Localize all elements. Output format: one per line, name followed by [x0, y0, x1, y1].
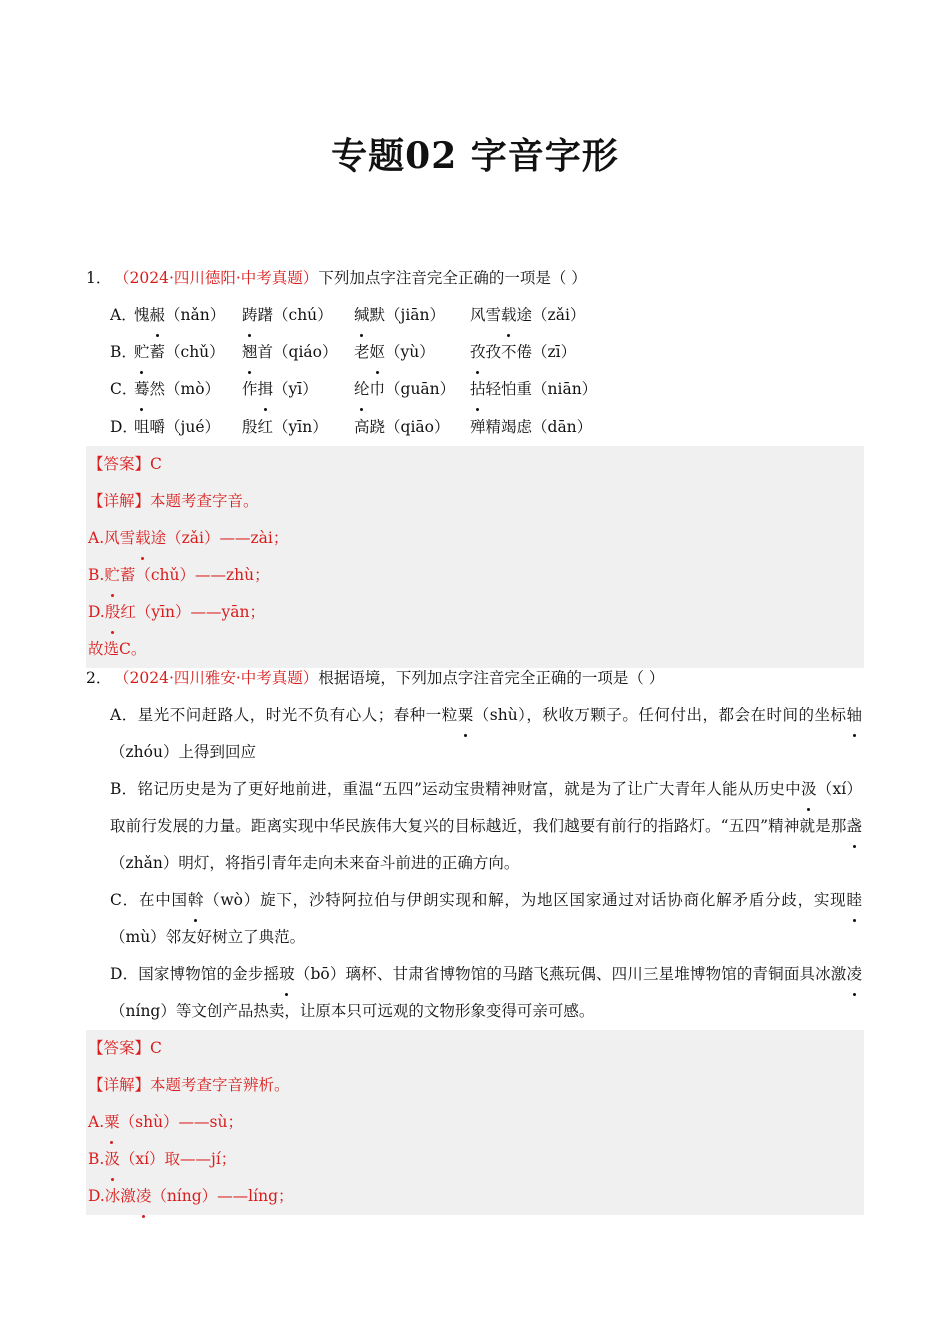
- option-item: [354, 334, 435, 371]
- explanation-text: （níng）——líng；: [151, 1187, 294, 1205]
- explanation-text: A.风雪: [88, 529, 136, 547]
- detail-label: 【详解】本题考查字音。: [88, 492, 259, 510]
- dotted-char: 跷: [370, 409, 386, 446]
- item-pre: 愧: [134, 306, 150, 324]
- option-row-4: [110, 409, 830, 446]
- option-text: 坐标: [814, 706, 847, 724]
- item-post: 轻怕重（niān）: [485, 380, 598, 398]
- question-text: 下列加点字注音完全正确的一项是（ ）: [318, 269, 587, 287]
- option-item: [134, 297, 225, 334]
- dotted-char: 汲: [104, 1141, 120, 1178]
- dotted-char: 纶: [354, 371, 370, 408]
- dotted-char: 缄: [354, 297, 370, 334]
- option-b: [110, 771, 862, 882]
- option-row-3: [110, 371, 830, 408]
- item-post: 躇（chú）: [257, 306, 333, 324]
- option-item: [470, 334, 576, 371]
- option-text: （shù），秋收万颗子。任何付出，都会在时间的: [473, 706, 815, 724]
- dotted-char: 载: [501, 297, 517, 334]
- answer-box-2: [86, 1030, 864, 1215]
- option-a: [110, 697, 862, 771]
- detail-label: 【详解】本题考查字音辨析。: [88, 1076, 290, 1094]
- explanation-line: [86, 1104, 864, 1141]
- dotted-char: 翘: [242, 334, 258, 371]
- explanation-line: [86, 594, 864, 631]
- dotted-char: 赧: [150, 297, 166, 334]
- item-post: 默（jiān）: [369, 306, 446, 324]
- explanation-text: B.: [88, 566, 105, 584]
- dotted-char: 殷: [105, 594, 121, 631]
- explanation-line: [86, 1141, 864, 1178]
- explanation-line: [86, 520, 864, 557]
- option-item: [470, 297, 585, 334]
- item-post: （jué）: [165, 418, 220, 436]
- option-item: [354, 371, 455, 408]
- dotted-char: 妪: [370, 334, 386, 371]
- dotted-char: 踌: [242, 297, 258, 334]
- dotted-char: 贮: [104, 557, 120, 594]
- question-source: （2024·四川雅安·中考真题）: [114, 669, 319, 687]
- option-item: [134, 334, 225, 371]
- option-item: [242, 297, 333, 334]
- option-letter: C．: [110, 380, 138, 398]
- option-text: （zhóu）上得到回应: [110, 743, 256, 761]
- item-post: 巾（guān）: [369, 380, 456, 398]
- option-text: （zhǎn）明灯，将指引青年走向未来奋斗前进的正确方向。: [110, 854, 520, 872]
- option-letter: B．: [110, 780, 138, 798]
- option-text: （mù）邻友好树立了典范。: [110, 928, 306, 946]
- question-1-stem: [86, 260, 587, 297]
- explanation-text: 途（zǎi）——zài；: [150, 529, 289, 547]
- dotted-char: 玻: [279, 956, 295, 993]
- question-source: （2024·四川德阳·中考真题）: [114, 269, 319, 287]
- item-pre: 咀: [134, 418, 150, 436]
- question-text: 根据语境，下列加点字注音完全正确的一项是（ ）: [318, 669, 665, 687]
- item-post: （yī）: [273, 380, 318, 398]
- explanation-text: 蓄（chǔ）——zhù；: [119, 566, 270, 584]
- explanation-line: [86, 1178, 864, 1215]
- dotted-char: 斡: [188, 882, 204, 919]
- item-post: 然（mò）: [149, 380, 221, 398]
- option-letter: A．: [110, 706, 138, 724]
- explanation-text: D.: [88, 603, 105, 621]
- option-c: [110, 882, 862, 956]
- option-letter: A．: [110, 306, 137, 324]
- dotted-char: 睦: [846, 882, 862, 919]
- explanation-text: A.: [88, 1113, 105, 1131]
- explanation-text: B.: [88, 1150, 105, 1168]
- dotted-char: 汲: [801, 771, 817, 808]
- option-text: （bō）璃杯、甘肃省博物馆的马踏飞燕玩偶、四川三星堆博物馆的青铜面具: [294, 965, 816, 983]
- explanation-text: （shù）——sù；: [119, 1113, 243, 1131]
- option-text: 铭记历史是为了更好地前进，重温“五四”运动宝贵精神财富，就是为了让广大青年人能从历史中: [137, 780, 801, 798]
- option-item: [470, 371, 597, 408]
- item-post: 红（yīn）: [257, 418, 328, 436]
- item-pre: 高: [354, 418, 370, 436]
- question-number: 2．: [86, 669, 112, 687]
- option-item: [242, 371, 318, 408]
- option-text: 冰激: [815, 965, 847, 983]
- option-item: [134, 409, 220, 446]
- item-post: （qiāo）: [385, 418, 450, 436]
- dotted-char: 粟: [104, 1104, 120, 1141]
- option-text: 国家博物馆的金步摇: [138, 965, 280, 983]
- option-item: [470, 409, 592, 446]
- conclusion: 故选C。: [88, 640, 147, 658]
- dotted-char: 载: [135, 520, 151, 557]
- option-text: 四”精神就是那: [744, 817, 847, 835]
- dotted-char: 殚: [470, 409, 486, 446]
- option-d: [110, 956, 862, 1030]
- item-post: 孜不倦（zī）: [485, 343, 577, 361]
- dotted-char: 贮: [134, 334, 150, 371]
- option-row-1: [110, 297, 830, 334]
- answer-box-1: [86, 446, 864, 668]
- item-post: 蓄（chǔ）: [149, 343, 225, 361]
- dotted-char: 凌: [846, 956, 862, 993]
- dotted-char: 凌: [136, 1178, 152, 1215]
- dotted-char: 揖: [258, 371, 274, 408]
- dotted-char: 孜: [470, 334, 486, 371]
- dotted-char: 盏: [846, 808, 862, 845]
- dotted-char: 蓦: [134, 371, 150, 408]
- item-post: 途（zǎi）: [516, 306, 586, 324]
- option-item: [242, 334, 337, 371]
- answer-label: 【答案】C: [88, 1039, 162, 1057]
- option-letter: B．: [110, 343, 137, 361]
- option-text: 在中国: [138, 891, 188, 909]
- option-text: （níng）等文创产品热卖，让原本只可远观的文物形象变得可亲可感。: [110, 1002, 595, 1020]
- item-post: 精竭虑（dān）: [485, 418, 593, 436]
- dotted-char: 嚼: [150, 409, 166, 446]
- option-item: [242, 409, 328, 446]
- explanation-text: 红（yīn）——yān；: [120, 603, 266, 621]
- explanation-text: （xí）取——jí；: [119, 1150, 237, 1168]
- option-text: 星光不问赶路人，时光不负有心人；春种一粒: [137, 706, 458, 724]
- option-item: [134, 371, 220, 408]
- option-item: [354, 409, 449, 446]
- option-item: [354, 297, 445, 334]
- dotted-char: 拈: [470, 371, 486, 408]
- option-row-2: [110, 334, 830, 371]
- item-post: （nǎn）: [165, 306, 226, 324]
- question-2-stem: [86, 660, 664, 697]
- option-text: （xí）取前行发展的力量。距离实现中华民族伟大复兴的目标越近，我们越要有前行的指路灯。“五: [110, 780, 863, 835]
- answer-label: 【答案】C: [88, 455, 162, 473]
- dotted-char: 粟: [458, 697, 474, 734]
- explanation-text: D.冰激: [88, 1187, 136, 1205]
- dotted-char: 轴: [846, 697, 862, 734]
- option-letter: D．: [110, 965, 139, 983]
- question-number: 1．: [86, 269, 112, 287]
- option-letter: D．: [110, 418, 138, 436]
- explanation-line: [86, 557, 864, 594]
- item-pre: 老: [354, 343, 370, 361]
- page-title: 专题02 字音字形: [331, 135, 619, 177]
- dotted-char: 殷: [242, 409, 258, 446]
- item-post: （yù）: [385, 343, 435, 361]
- item-post: 首（qiáo）: [257, 343, 338, 361]
- item-pre: 作: [242, 380, 258, 398]
- option-text: （wò）旋下，沙特阿拉伯与伊朗实现和解，为地区国家通过对话协商化解矛盾分歧，实现: [203, 891, 847, 909]
- option-letter: C．: [110, 891, 139, 909]
- item-pre: 风雪: [470, 306, 502, 324]
